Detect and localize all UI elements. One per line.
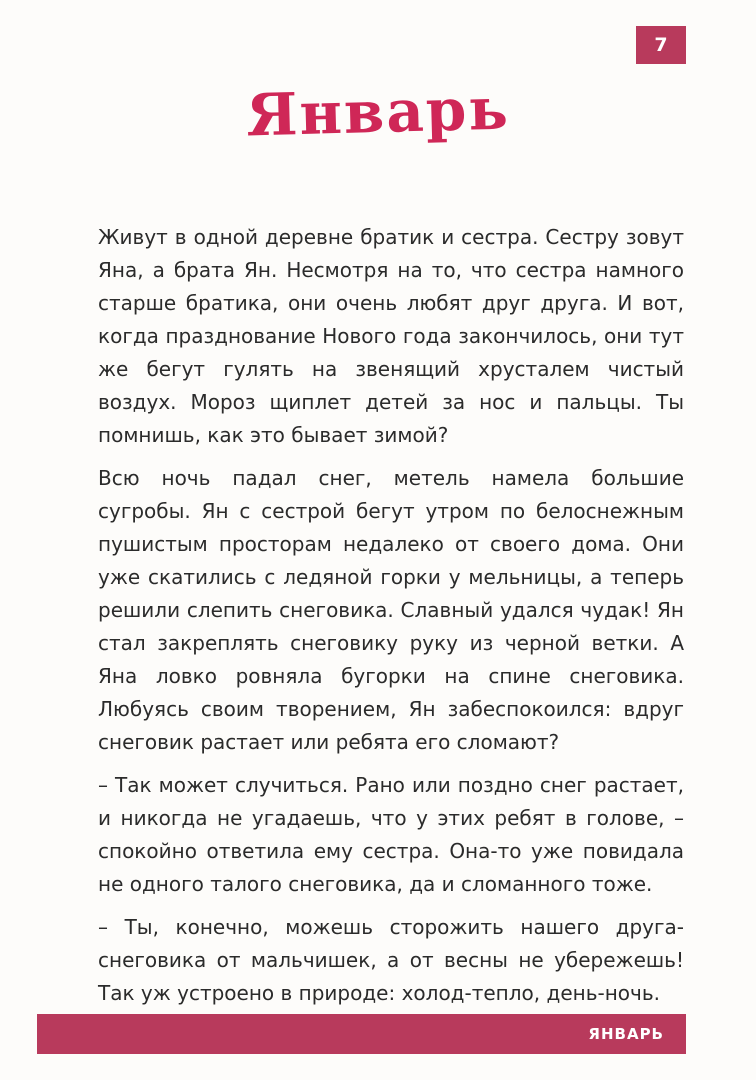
paragraph: – Ты, конечно, можешь сторожить нашего друга-снеговика от мальчишек, а от весны не убережешь! Так уж устроено в природе: холод-тепло, день-ночь. [98,915,684,1005]
paragraph: – Так может случиться. Рано или поздно снег растает, и никогда не угадаешь, что у этих ребят в голове, – спокойно ответила ему сестра. Она-то уже повидала не одного талого снеговика, да и сломанного тоже. [98,773,684,896]
footer-bar [37,1014,686,1054]
chapter-title: Январь [245,74,511,150]
page-number-badge: 7 [636,26,686,64]
paragraph: Всю ночь падал снег, метель намела большие сугробы. Ян с сестрой бегут утром по белоснежным пушистым просторам недалеко от своего дома. Они уже скатились с ледяной горки у мельницы, а теперь решили слепить снеговика. Славный удался чудак! Ян стал закреплять снеговику руку из черной ветки. А Яна ловко ровняла бугорки на спине снеговика. Любуясь своим творением, Ян забеспокоился: вдруг снеговик растает или ребята его сломают? [98,466,684,754]
paragraph: Живут в одной деревне братик и сестра. Сестру зовут Яна, а брата Ян. Несмотря на то, что сестра намного старше братика, они очень любят друг друга. И вот, когда празднование Нового года закончилось, они тут же бегут гулять на звенящий хрусталем чистый воздух. Мороз щиплет детей за нос и пальцы. Ты помнишь, как это бывает зимой? [98,225,684,447]
footer-chapter-label: ЯНВАРЬ [588,1025,664,1043]
story-text [98,221,684,1020]
